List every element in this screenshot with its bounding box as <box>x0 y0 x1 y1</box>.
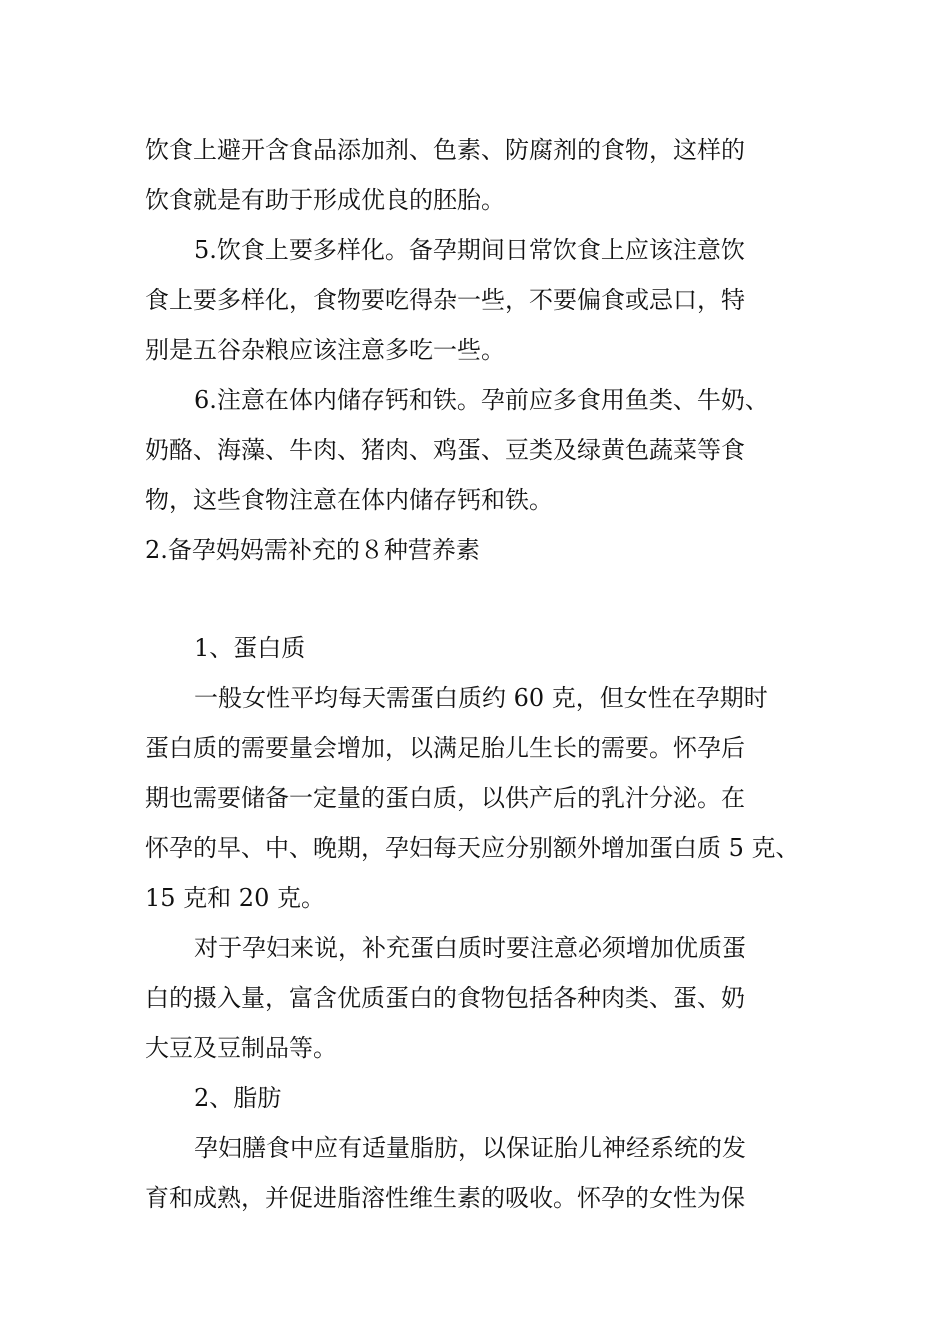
text-line: 奶酪、海藻、牛肉、猪肉、鸡蛋、豆类及绿黄色蔬菜等食 <box>145 436 745 464</box>
text-line: 孕妇膳食中应有适量脂肪，以保证胎儿神经系统的发 <box>194 1134 746 1162</box>
text-line: 别是五谷杂粮应该注意多吃一些。 <box>145 336 505 364</box>
text-line: 一般女性平均每天需蛋白质约 60 克，但女性在孕期时 <box>194 684 768 712</box>
text-line: 怀孕的早、中、晚期，孕妇每天应分别额外增加蛋白质 5 克、 <box>145 834 800 862</box>
text-line: 白的摄入量，富含优质蛋白的食物包括各种肉类、蛋、奶 <box>145 984 745 1012</box>
text-line: 15 克和 20 克。 <box>145 884 325 912</box>
paragraph-item-6: 6.注意在体内储存钙和铁。孕前应多食用鱼类、牛奶、 <box>194 386 769 414</box>
text-line: 食上要多样化，食物要吃得杂一些，不要偏食或忌口，特 <box>145 286 745 314</box>
text-line: 蛋白质的需要量会增加，以满足胎儿生长的需要。怀孕后 <box>145 734 745 762</box>
paragraph-item-5: 5.饮食上要多样化。备孕期间日常饮食上应该注意饮 <box>194 236 745 264</box>
subheading-fat: 2、脂肪 <box>194 1084 282 1112</box>
text-line: 物，这些食物注意在体内储存钙和铁。 <box>145 486 553 514</box>
text-line: 饮食上避开含食品添加剂、色素、防腐剂的食物，这样的 <box>145 136 745 164</box>
text-line: 对于孕妇来说，补充蛋白质时要注意必须增加优质蛋 <box>194 934 746 962</box>
text-line: 育和成熟，并促进脂溶性维生素的吸收。怀孕的女性为保 <box>145 1184 745 1212</box>
subheading-protein: 1、蛋白质 <box>194 634 306 662</box>
text-line: 饮食就是有助于形成优良的胚胎。 <box>145 186 505 214</box>
text-line: 大豆及豆制品等。 <box>145 1034 337 1062</box>
section-heading: 2.备孕妈妈需补充的８种营养素 <box>145 536 480 564</box>
text-line: 期也需要储备一定量的蛋白质，以供产后的乳汁分泌。在 <box>145 784 745 812</box>
